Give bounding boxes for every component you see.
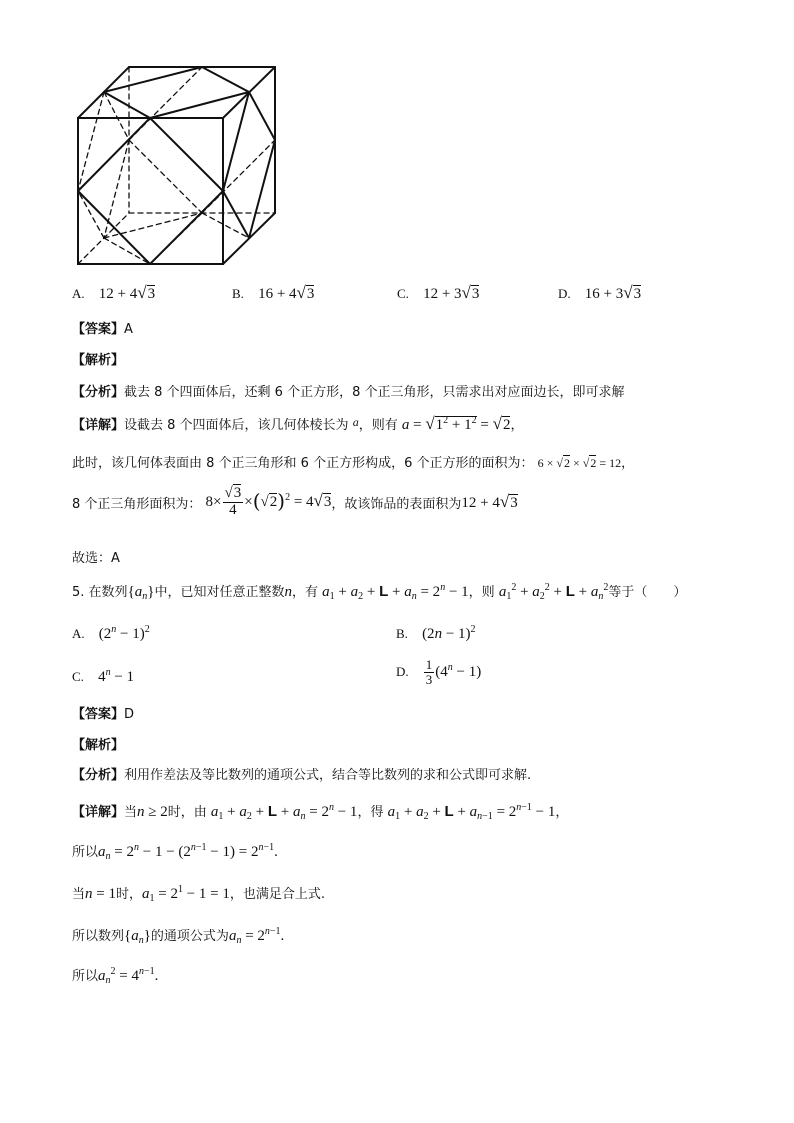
- detail-text: ，得: [357, 805, 384, 820]
- cuboctahedron-figure: [70, 60, 285, 270]
- stem-text: 中，已知对任意正整数: [154, 585, 285, 600]
- option-label: A.: [72, 626, 85, 641]
- detail-tag: 【详解】: [72, 418, 125, 433]
- detail-text: 当: [124, 805, 138, 820]
- q4-option-c: C. 12 + 3√3: [397, 283, 480, 302]
- fenxi-text: 利用作差法及等比数列的通项公式，结合等比数列的求和公式即可求解.: [124, 768, 532, 783]
- fenxi-tag: 【分析】: [72, 768, 125, 783]
- detail-text: 设截去 8 个四面体后，该几何体棱长为: [124, 418, 349, 433]
- q5-answer: [72, 703, 134, 722]
- option-label: A.: [72, 286, 85, 301]
- q5-option-a: A. $(2^n - 1)^2$: [72, 624, 150, 642]
- analysis-tag: 【解析】: [72, 353, 125, 368]
- answer-value: A: [124, 322, 133, 337]
- detail-text: 所以数列: [72, 929, 125, 944]
- detail-text: 的通项公式为: [150, 929, 229, 944]
- analysis-tag: 【解析】: [72, 738, 125, 753]
- detail-text: 时，: [115, 887, 142, 902]
- question-number: 5.: [72, 585, 85, 600]
- detail-tag: 【详解】: [72, 805, 125, 820]
- option-label: C.: [72, 669, 84, 684]
- stem-text: 等于（ ）: [608, 585, 687, 600]
- q4-analysis-heading: [72, 349, 124, 368]
- q5-detail-line1: 【详解】当n ≥ 2时，由 $a_1 + a_2 + L + a_n = 2^n - 1$，得 $a_1 + a_2 + L + a_{n-1} = 2^{n-1} - 1$，: [72, 802, 569, 822]
- q4-answer: [72, 318, 133, 337]
- q4-conclusion: 故选：A: [72, 551, 120, 566]
- option-label: B.: [232, 286, 244, 301]
- answer-value: D: [124, 707, 135, 722]
- stem-text: 在数列: [88, 585, 128, 600]
- q5-detail-line4: 所以数列$\{a_n\}$的通项公式为$a_n = 2^{n-1}$.: [72, 926, 285, 946]
- option-label: C.: [397, 286, 409, 301]
- detail-text: ，则有: [358, 418, 398, 433]
- q4-option-d: D. 16 + 3√3: [558, 283, 642, 302]
- detail-text: 所以: [72, 845, 99, 860]
- detail-text: ，: [510, 418, 524, 433]
- q5-detail-line2: 所以$a_n = 2^n - 1 - (2^{n-1} - 1) = 2^{n-1}$.: [72, 842, 278, 862]
- detail-text: 此时，该几何体表面由 8 个正三角形和 6 个正方形构成，6 个正方形的面积为：: [72, 456, 534, 471]
- q5-option-d: D. $\frac{1}{3}$ $(4^n - 1)$: [396, 657, 482, 687]
- fenxi-text: 截去 8 个四面体后，还剩 6 个正方形，8 个正三角形，只需求出对应面边长，即可求解: [124, 385, 625, 400]
- q5-detail-line3: 当n = 1时，$a_1 = 2^1 - 1 = 1$，也满足合上式.: [72, 884, 326, 904]
- detail-text: 当: [72, 887, 86, 902]
- detail-text: ，: [555, 805, 569, 820]
- q4-option-b: B. 16 + 4√3: [232, 283, 315, 302]
- option-label: B.: [396, 626, 408, 641]
- q4-fenxi: [72, 381, 625, 400]
- detail-text: 8 个正三角形面积为：: [72, 496, 202, 512]
- answer-tag: 【答案】: [72, 707, 125, 722]
- detail-text: ，也满足合上式.: [229, 887, 326, 902]
- stem-text: ，则: [468, 585, 495, 600]
- answer-tag: 【答案】: [72, 322, 125, 337]
- detail-text: 时，由: [167, 805, 207, 820]
- q5-fenxi: [72, 764, 531, 783]
- q4-option-a: A. 12 + 4√3: [72, 283, 156, 302]
- q4-detail-line3: 8 个正三角形面积为： 8× $\frac{√3}{4}$ $\times(√2)^2 = 4√3$，故该饰品的表面积为12 + 4√3: [72, 485, 518, 518]
- q5-detail-line5: 所以$a_n^2 = 4^{n-1}$.: [72, 966, 159, 986]
- fenxi-tag: 【分析】: [72, 385, 125, 400]
- option-label: D.: [558, 286, 571, 301]
- q4-detail-line1: 【详解】设截去 8 个四面体后，该几何体棱长为 a，则有 $a = √1^2 + 1^2 = √2$，: [72, 414, 524, 433]
- option-label: D.: [396, 664, 409, 680]
- q5-option-c: C. $4^n - 1$: [72, 667, 135, 685]
- q4-detail-line2: 此时，该几何体表面由 8 个正三角形和 6 个正方形构成，6 个正方形的面积为： 6 × √2 × √2 = 12，: [72, 456, 635, 471]
- detail-text: ，: [621, 456, 635, 471]
- q5-stem: 5. 在数列$\{a_n\}$中，已知对任意正整数n，有 $a_1 + a_2 + L + a_n = 2^n - 1$，则 $a_1^2 + a_2^2 + L + a_n^2$等于（ ）: [72, 582, 687, 602]
- q5-analysis-heading: [72, 734, 124, 753]
- detail-text: ，故该饰品的表面积为: [331, 496, 462, 512]
- detail-text: 所以: [72, 969, 99, 984]
- stem-text: ，有: [291, 585, 318, 600]
- q5-option-b: B. $(2n - 1)^2$: [396, 624, 476, 642]
